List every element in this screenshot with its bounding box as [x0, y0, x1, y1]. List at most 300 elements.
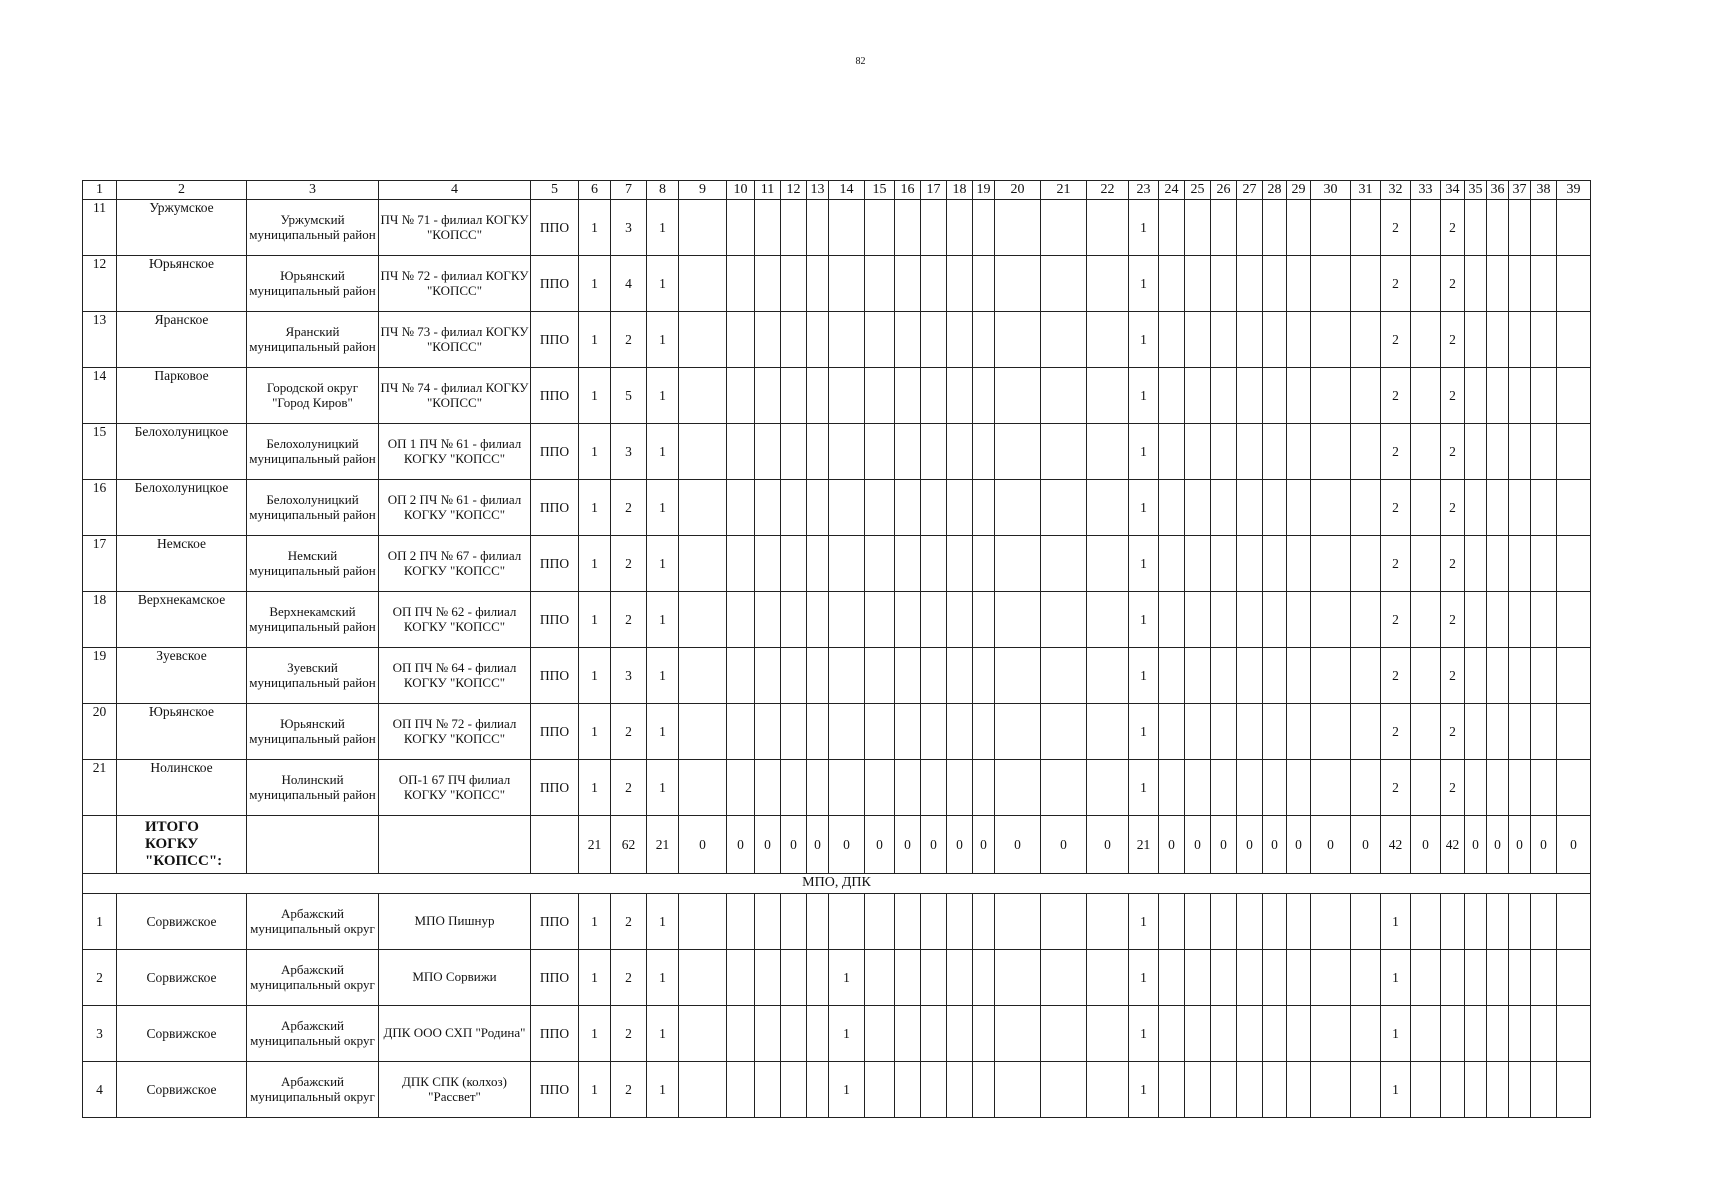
- table-cell: Нолинское: [117, 760, 247, 816]
- table-cell: [1041, 592, 1087, 648]
- table-cell: [781, 536, 807, 592]
- column-header: 11: [755, 181, 781, 200]
- column-header: 34: [1441, 181, 1465, 200]
- table-cell: [781, 200, 807, 256]
- total-value: 0: [1159, 816, 1185, 874]
- table-cell: 2: [1441, 424, 1465, 480]
- table-cell: [755, 760, 781, 816]
- table-cell: [1263, 760, 1287, 816]
- column-header: 33: [1411, 181, 1441, 200]
- table-cell: 2: [1441, 200, 1465, 256]
- table-cell: [1185, 536, 1211, 592]
- table-cell: [973, 592, 995, 648]
- table-cell: ПЧ № 74 - филиал КОГКУ "КОПСС": [379, 368, 531, 424]
- table-cell: [1087, 1006, 1129, 1062]
- column-header: 14: [829, 181, 865, 200]
- table-cell: 2: [83, 950, 117, 1006]
- table-cell: [1185, 424, 1211, 480]
- table-cell: 1: [579, 1006, 611, 1062]
- total-value: 0: [1263, 816, 1287, 874]
- table-cell: Сорвижское: [117, 950, 247, 1006]
- table-cell: ППО: [531, 894, 579, 950]
- table-cell: [829, 368, 865, 424]
- table-cell: [947, 312, 973, 368]
- table-cell: [1441, 1062, 1465, 1118]
- table-cell: [1041, 704, 1087, 760]
- table-cell: Зуевское: [117, 648, 247, 704]
- table-cell: [1185, 256, 1211, 312]
- table-cell: [1509, 1062, 1531, 1118]
- table-cell: [755, 256, 781, 312]
- table-cell: [781, 592, 807, 648]
- table-cell: [1311, 256, 1351, 312]
- table-cell: [1237, 1006, 1263, 1062]
- table-cell: Юрьянский муниципальный район: [247, 256, 379, 312]
- table-cell: Арбажский муниципальный округ: [247, 1062, 379, 1118]
- table-cell: 1: [1129, 424, 1159, 480]
- table-cell: [895, 704, 921, 760]
- table-cell: Сорвижское: [117, 894, 247, 950]
- table-cell: [679, 704, 727, 760]
- table-cell: [995, 480, 1041, 536]
- table-cell: [865, 256, 895, 312]
- table-cell: [679, 760, 727, 816]
- table-cell: [781, 950, 807, 1006]
- table-cell: 2: [611, 312, 647, 368]
- table-cell: [995, 256, 1041, 312]
- table-cell: [1041, 200, 1087, 256]
- table-cell: [807, 950, 829, 1006]
- table-cell: Белохолуницкий муниципальный район: [247, 424, 379, 480]
- table-cell: 2: [1381, 760, 1411, 816]
- table-cell: 1: [579, 760, 611, 816]
- table-cell: 1: [1129, 256, 1159, 312]
- table-cell: [1487, 536, 1509, 592]
- table-cell: [1159, 368, 1185, 424]
- table-cell: Арбажский муниципальный округ: [247, 894, 379, 950]
- table-cell: [1509, 424, 1531, 480]
- table-cell: [1185, 760, 1211, 816]
- table-cell: 1: [1129, 1062, 1159, 1118]
- table-cell: [921, 368, 947, 424]
- table-cell: [1263, 200, 1287, 256]
- table-cell: [1487, 1006, 1509, 1062]
- table-cell: [1263, 950, 1287, 1006]
- table-cell: [781, 256, 807, 312]
- table-cell: 2: [1381, 200, 1411, 256]
- table-cell: [1263, 1006, 1287, 1062]
- table-cell: [1509, 894, 1531, 950]
- table-cell: [781, 424, 807, 480]
- table-cell: [1311, 592, 1351, 648]
- table-cell: [1287, 894, 1311, 950]
- table-cell: ППО: [531, 312, 579, 368]
- table-cell: МПО Пишнур: [379, 894, 531, 950]
- total-value: 42: [1381, 816, 1411, 874]
- column-header: 13: [807, 181, 829, 200]
- table-cell: [995, 760, 1041, 816]
- table-cell: [1557, 894, 1591, 950]
- total-value: 0: [1287, 816, 1311, 874]
- table-cell: [895, 368, 921, 424]
- table-cell: ОП-1 67 ПЧ филиал КОГКУ "КОПСС": [379, 760, 531, 816]
- table-cell: Арбажский муниципальный округ: [247, 1006, 379, 1062]
- table-cell: [1441, 1006, 1465, 1062]
- table-cell: [921, 312, 947, 368]
- table-cell: 2: [1381, 480, 1411, 536]
- table-cell: [895, 424, 921, 480]
- table-cell: [1351, 592, 1381, 648]
- table-cell: 2: [1381, 648, 1411, 704]
- table-cell: [1351, 312, 1381, 368]
- table-cell: [379, 816, 531, 874]
- table-row: [83, 760, 1591, 816]
- table-cell: [1531, 200, 1557, 256]
- table-cell: [829, 894, 865, 950]
- table-cell: [1159, 424, 1185, 480]
- table-cell: [1211, 200, 1237, 256]
- table-cell: [807, 536, 829, 592]
- header-row: [83, 181, 1591, 200]
- table-cell: 2: [611, 760, 647, 816]
- table-cell: [1509, 950, 1531, 1006]
- column-header: 12: [781, 181, 807, 200]
- table-cell: ПЧ № 71 - филиал КОГКУ "КОПСС": [379, 200, 531, 256]
- table-cell: Уржумское: [117, 200, 247, 256]
- table-cell: [1557, 950, 1591, 1006]
- table-cell: [995, 200, 1041, 256]
- table-cell: [1185, 950, 1211, 1006]
- table-row: [83, 704, 1591, 760]
- table-cell: 3: [83, 1006, 117, 1062]
- total-value: 0: [865, 816, 895, 874]
- table-cell: [947, 760, 973, 816]
- column-header: 39: [1557, 181, 1591, 200]
- table-cell: [865, 536, 895, 592]
- table-cell: [1487, 648, 1509, 704]
- table-row: [83, 536, 1591, 592]
- table-cell: [1185, 894, 1211, 950]
- table-cell: [1311, 480, 1351, 536]
- table-cell: [1311, 1062, 1351, 1118]
- table-cell: 18: [83, 592, 117, 648]
- column-header: 27: [1237, 181, 1263, 200]
- table-cell: 1: [647, 592, 679, 648]
- table-cell: [829, 312, 865, 368]
- column-header: 4: [379, 181, 531, 200]
- table-cell: [1185, 480, 1211, 536]
- table-cell: [755, 424, 781, 480]
- table-cell: 12: [83, 256, 117, 312]
- table-cell: [1263, 648, 1287, 704]
- table-cell: [1351, 1006, 1381, 1062]
- table-cell: [973, 424, 995, 480]
- table-cell: ОП 1 ПЧ № 61 - филиал КОГКУ "КОПСС": [379, 424, 531, 480]
- column-header: 22: [1087, 181, 1129, 200]
- table-cell: [1557, 424, 1591, 480]
- table-cell: ПЧ № 73 - филиал КОГКУ "КОПСС": [379, 312, 531, 368]
- table-cell: [1557, 592, 1591, 648]
- table-cell: [947, 894, 973, 950]
- table-cell: [727, 760, 755, 816]
- table-cell: [679, 1062, 727, 1118]
- column-header: 19: [973, 181, 995, 200]
- table-cell: [1351, 480, 1381, 536]
- table-cell: 1: [579, 424, 611, 480]
- total-value: 0: [1351, 816, 1381, 874]
- table-cell: [947, 1006, 973, 1062]
- column-header: 16: [895, 181, 921, 200]
- table-cell: [1351, 1062, 1381, 1118]
- table-cell: [1311, 894, 1351, 950]
- total-value: 0: [1311, 816, 1351, 874]
- table-cell: 1: [647, 648, 679, 704]
- table-cell: ППО: [531, 592, 579, 648]
- table-cell: [973, 1006, 995, 1062]
- table-cell: [1531, 256, 1557, 312]
- table-cell: [727, 1062, 755, 1118]
- table-cell: [807, 704, 829, 760]
- table-cell: [1041, 368, 1087, 424]
- table-cell: [947, 424, 973, 480]
- column-header: 1: [83, 181, 117, 200]
- table-cell: [1531, 368, 1557, 424]
- table-cell: [1263, 536, 1287, 592]
- table-row: [83, 648, 1591, 704]
- table-cell: [995, 312, 1041, 368]
- column-header: 23: [1129, 181, 1159, 200]
- table-cell: [1287, 592, 1311, 648]
- table-cell: [1159, 536, 1185, 592]
- column-header: 30: [1311, 181, 1351, 200]
- table-cell: 2: [611, 1006, 647, 1062]
- table-cell: 1: [829, 1006, 865, 1062]
- table-cell: [995, 592, 1041, 648]
- table-cell: [727, 1006, 755, 1062]
- table-cell: [1531, 536, 1557, 592]
- table-cell: [1531, 480, 1557, 536]
- table-cell: [865, 1006, 895, 1062]
- table-cell: [947, 368, 973, 424]
- table-cell: [1557, 536, 1591, 592]
- column-header: 6: [579, 181, 611, 200]
- table-cell: [1185, 200, 1211, 256]
- table-cell: [1531, 648, 1557, 704]
- table-cell: [1087, 648, 1129, 704]
- table-cell: 15: [83, 424, 117, 480]
- table-cell: [1311, 536, 1351, 592]
- table-cell: Парковое: [117, 368, 247, 424]
- table-cell: [807, 1006, 829, 1062]
- table-cell: Верхнекамское: [117, 592, 247, 648]
- table-cell: [1465, 894, 1487, 950]
- table-cell: [679, 312, 727, 368]
- table-cell: [865, 424, 895, 480]
- table-cell: [1263, 592, 1287, 648]
- table-cell: [1487, 480, 1509, 536]
- table-cell: [781, 480, 807, 536]
- table-cell: 2: [611, 894, 647, 950]
- table-cell: [1041, 1006, 1087, 1062]
- table-cell: 1: [1129, 536, 1159, 592]
- table-cell: [947, 1062, 973, 1118]
- table-cell: [1351, 256, 1381, 312]
- total-value: 62: [611, 816, 647, 874]
- table-cell: [973, 480, 995, 536]
- table-cell: [865, 704, 895, 760]
- table-cell: ОП 2 ПЧ № 67 - филиал КОГКУ "КОПСС": [379, 536, 531, 592]
- table-cell: [1237, 704, 1263, 760]
- table-cell: [1465, 200, 1487, 256]
- table-cell: [1041, 480, 1087, 536]
- table-cell: 4: [83, 1062, 117, 1118]
- column-header: 28: [1263, 181, 1287, 200]
- table-row: [83, 894, 1591, 950]
- table-cell: [973, 536, 995, 592]
- table-cell: [973, 1062, 995, 1118]
- table-cell: 1: [1129, 312, 1159, 368]
- table-cell: [679, 1006, 727, 1062]
- table-cell: [807, 648, 829, 704]
- total-value: 0: [755, 816, 781, 874]
- table-cell: [1287, 1062, 1311, 1118]
- table-cell: [1185, 1062, 1211, 1118]
- table-cell: [1487, 312, 1509, 368]
- table-cell: 1: [647, 200, 679, 256]
- table-cell: [1087, 368, 1129, 424]
- table-cell: [1531, 424, 1557, 480]
- table-cell: 1: [647, 760, 679, 816]
- table-cell: [1351, 704, 1381, 760]
- table-cell: [1351, 536, 1381, 592]
- table-cell: [727, 312, 755, 368]
- table-cell: [973, 894, 995, 950]
- table-cell: Городской округ "Город Киров": [247, 368, 379, 424]
- table-cell: [83, 816, 117, 874]
- table-cell: [679, 424, 727, 480]
- column-header: 26: [1211, 181, 1237, 200]
- table-cell: 1: [647, 536, 679, 592]
- table-row: [83, 312, 1591, 368]
- table-cell: ОП ПЧ № 72 - филиал КОГКУ "КОПСС": [379, 704, 531, 760]
- table-cell: [1159, 312, 1185, 368]
- table-cell: [1557, 648, 1591, 704]
- table-cell: [1041, 424, 1087, 480]
- table-cell: [1263, 256, 1287, 312]
- table-cell: 2: [1381, 312, 1411, 368]
- table-cell: [1487, 368, 1509, 424]
- table-cell: [1237, 536, 1263, 592]
- table-cell: Зуевский муниципальный район: [247, 648, 379, 704]
- table-cell: [679, 648, 727, 704]
- table-cell: [829, 424, 865, 480]
- table-cell: [1531, 704, 1557, 760]
- table-cell: [1411, 592, 1441, 648]
- table-cell: [921, 592, 947, 648]
- table-cell: [1411, 894, 1441, 950]
- table-cell: [995, 1062, 1041, 1118]
- table-cell: [781, 894, 807, 950]
- table-cell: ППО: [531, 368, 579, 424]
- table-cell: [807, 760, 829, 816]
- column-header: 17: [921, 181, 947, 200]
- table-cell: [1087, 760, 1129, 816]
- table-cell: [1287, 760, 1311, 816]
- table-cell: [781, 312, 807, 368]
- total-value: 21: [647, 816, 679, 874]
- table-cell: [1159, 950, 1185, 1006]
- total-value: 0: [1087, 816, 1129, 874]
- table-cell: [895, 480, 921, 536]
- table-cell: [1411, 760, 1441, 816]
- table-cell: [1087, 256, 1129, 312]
- table-cell: [1287, 950, 1311, 1006]
- table-cell: [1411, 312, 1441, 368]
- table-cell: [1087, 592, 1129, 648]
- table-cell: 1: [647, 1006, 679, 1062]
- table-cell: [1531, 1006, 1557, 1062]
- table-cell: [1185, 1006, 1211, 1062]
- table-cell: [727, 704, 755, 760]
- table-cell: [1465, 312, 1487, 368]
- table-cell: 2: [1441, 760, 1465, 816]
- table-cell: [921, 704, 947, 760]
- total-value: 0: [1465, 816, 1487, 874]
- table-cell: [679, 480, 727, 536]
- table-cell: [679, 592, 727, 648]
- table-cell: [1041, 950, 1087, 1006]
- table-cell: [1351, 894, 1381, 950]
- table-cell: [995, 894, 1041, 950]
- table-cell: [807, 312, 829, 368]
- table-cell: [1287, 704, 1311, 760]
- table-cell: 2: [611, 592, 647, 648]
- total-value: 0: [1557, 816, 1591, 874]
- table-cell: [1557, 704, 1591, 760]
- table-cell: [1531, 592, 1557, 648]
- table-cell: 2: [1441, 592, 1465, 648]
- table-cell: ППО: [531, 256, 579, 312]
- column-header: 31: [1351, 181, 1381, 200]
- table-cell: [1411, 1062, 1441, 1118]
- table-cell: [1531, 760, 1557, 816]
- table-cell: [807, 256, 829, 312]
- table-cell: [921, 536, 947, 592]
- table-cell: 2: [1381, 592, 1411, 648]
- table-cell: [865, 648, 895, 704]
- table-cell: [921, 200, 947, 256]
- table-cell: ОП ПЧ № 64 - филиал КОГКУ "КОПСС": [379, 648, 531, 704]
- table-cell: Белохолуницкое: [117, 424, 247, 480]
- table-cell: [1557, 1062, 1591, 1118]
- table-cell: [865, 760, 895, 816]
- table-cell: [1557, 312, 1591, 368]
- table-cell: [1287, 368, 1311, 424]
- table-cell: 13: [83, 312, 117, 368]
- total-value: 0: [947, 816, 973, 874]
- table-cell: 1: [1129, 592, 1159, 648]
- table-cell: [1237, 950, 1263, 1006]
- table-cell: 1: [1129, 894, 1159, 950]
- data-table: [82, 180, 1591, 1118]
- table-cell: 3: [611, 424, 647, 480]
- total-value: 0: [1185, 816, 1211, 874]
- table-cell: Сорвижское: [117, 1062, 247, 1118]
- section-title: МПО, ДПК: [83, 874, 1591, 894]
- table-cell: 1: [647, 424, 679, 480]
- table-cell: [727, 200, 755, 256]
- table-cell: [1263, 424, 1287, 480]
